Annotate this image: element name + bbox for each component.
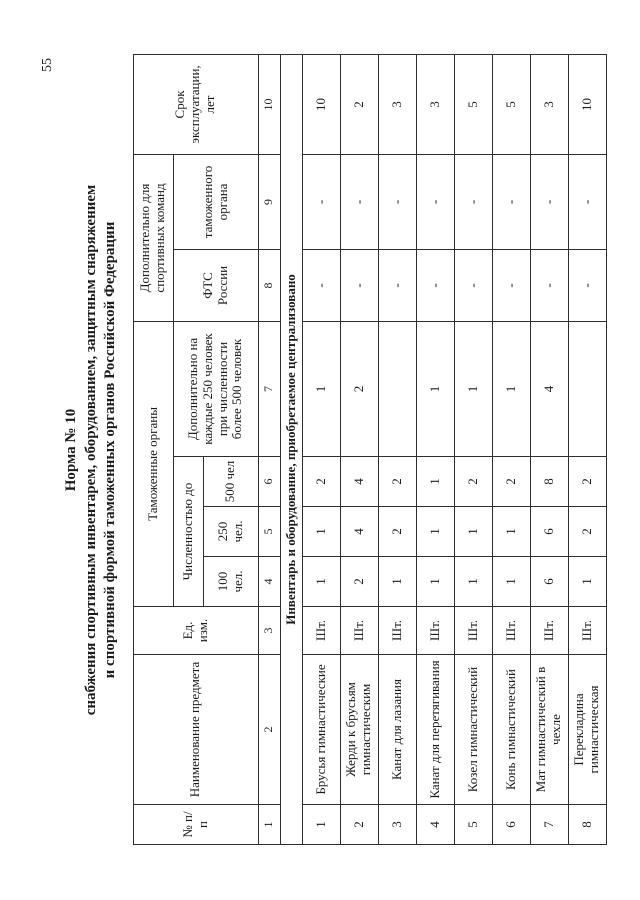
- table-cell: -: [378, 249, 416, 321]
- table-cell: 4: [340, 507, 378, 557]
- table-cell: 7: [530, 805, 568, 845]
- table-cell: 5: [454, 54, 492, 154]
- table-cell: 2: [568, 507, 606, 557]
- column-number-cell: 3: [258, 607, 280, 655]
- section-header-row: [280, 54, 302, 844]
- column-number-cell: 1: [258, 805, 280, 845]
- table-cell: 1: [302, 507, 340, 557]
- item-name-cell: Канат для лазания: [378, 655, 416, 805]
- column-number-cell: 8: [258, 249, 280, 321]
- table-cell: 1: [454, 507, 492, 557]
- table-row: [302, 54, 340, 844]
- header-item-name: Наименование предмета: [133, 655, 258, 805]
- table-cell: 3: [530, 54, 568, 154]
- table-cell: 1: [302, 321, 340, 456]
- table-cell: -: [568, 154, 606, 249]
- table-cell: Шт.: [454, 607, 492, 655]
- table-row: [378, 54, 416, 844]
- table-cell: 1: [416, 557, 454, 607]
- table-cell: 8: [530, 457, 568, 507]
- table-cell: 4: [416, 805, 454, 845]
- table-cell: 1: [492, 507, 530, 557]
- item-name-cell: Козел гимнастический: [454, 655, 492, 805]
- table-cell: 2: [302, 457, 340, 507]
- table-cell: 2: [340, 54, 378, 154]
- table-cell: -: [492, 154, 530, 249]
- table-cell: -: [378, 154, 416, 249]
- document-title-line-3: и спортивной формой таможенных органов Российской Федерации: [102, 221, 118, 679]
- table-cell: 10: [302, 54, 340, 154]
- table-row: [530, 54, 568, 844]
- document-title-line-2: снабжения спортивным инвентарем, оборудованием, защитным снаряжением: [82, 184, 99, 716]
- table-cell: 2: [492, 457, 530, 507]
- document-title: [62, 55, 121, 845]
- column-number-cell: 10: [258, 54, 280, 154]
- table-cell: 2: [378, 457, 416, 507]
- table-cell: 1: [492, 557, 530, 607]
- table-cell: -: [416, 249, 454, 321]
- table-cell: -: [340, 249, 378, 321]
- table-cell: 1: [378, 557, 416, 607]
- header-customs-organs: Таможенные органы: [133, 321, 173, 606]
- column-number-cell: 4: [258, 557, 280, 607]
- header-num: № п/п: [133, 805, 258, 845]
- header-100: 100 чел.: [203, 557, 258, 607]
- table-cell: 6: [530, 557, 568, 607]
- table-row: [568, 54, 606, 844]
- table-row: [492, 54, 530, 844]
- table-cell: 5: [454, 805, 492, 845]
- table-cell: 4: [340, 457, 378, 507]
- table-cell: 1: [454, 557, 492, 607]
- table-cell: 6: [492, 805, 530, 845]
- table-cell: 8: [568, 805, 606, 845]
- header-500: 500 чел: [203, 457, 258, 507]
- table-row: [416, 54, 454, 844]
- item-name-cell: Жерди к брусьям гимнастическим: [340, 655, 378, 805]
- table-cell: 1: [416, 507, 454, 557]
- table-cell: Шт.: [302, 607, 340, 655]
- header-fts-russia: ФТС России: [173, 249, 258, 321]
- column-number-cell: 2: [258, 655, 280, 805]
- item-name-cell: Канат для перетягивания: [416, 655, 454, 805]
- table-cell: 3: [378, 805, 416, 845]
- header-unit: Ед. изм.: [133, 607, 258, 655]
- table-cell: 1: [416, 457, 454, 507]
- table-cell: 1: [302, 557, 340, 607]
- table-cell: Шт.: [568, 607, 606, 655]
- table-cell: 1: [416, 321, 454, 456]
- header-250: 250 чел.: [203, 507, 258, 557]
- table-cell: -: [302, 154, 340, 249]
- table-cell: Шт.: [378, 607, 416, 655]
- table-cell: Шт.: [492, 607, 530, 655]
- table-body: [280, 54, 606, 844]
- table-cell: -: [340, 154, 378, 249]
- table-cell: [568, 321, 606, 456]
- table-cell: 2: [340, 321, 378, 456]
- column-numbers-row: [258, 54, 280, 844]
- table-cell: [378, 321, 416, 456]
- table-cell: 6: [530, 507, 568, 557]
- table-cell: -: [568, 249, 606, 321]
- table-cell: 1: [454, 321, 492, 456]
- table-cell: -: [530, 249, 568, 321]
- table-cell: -: [454, 249, 492, 321]
- page-number: 55: [40, 58, 55, 72]
- table-row: [340, 54, 378, 844]
- header-row-1: [133, 54, 173, 844]
- table-cell: 2: [340, 805, 378, 845]
- column-number-cell: 9: [258, 154, 280, 249]
- table-cell: 4: [530, 321, 568, 456]
- table-cell: Шт.: [340, 607, 378, 655]
- header-strength: Численностью до: [173, 457, 203, 607]
- table-cell: 2: [454, 457, 492, 507]
- table-cell: -: [530, 154, 568, 249]
- table-cell: 5: [492, 54, 530, 154]
- item-name-cell: Мат гимнастический в чехле: [530, 655, 568, 805]
- header-lifetime: Срок эксплуатации, лет: [133, 54, 258, 154]
- column-number-cell: 5: [258, 507, 280, 557]
- table-row: [454, 54, 492, 844]
- table-cell: 1: [492, 321, 530, 456]
- table-cell: 3: [378, 54, 416, 154]
- table-cell: 3: [416, 54, 454, 154]
- table-cell: 2: [340, 557, 378, 607]
- item-name-cell: Перекладина гимнастическая: [568, 655, 606, 805]
- table-cell: -: [302, 249, 340, 321]
- item-name-cell: Конь гимнастический: [492, 655, 530, 805]
- header-customs-organ: таможенного органа: [173, 154, 258, 249]
- table-cell: 10: [568, 54, 606, 154]
- norm-table: [133, 54, 607, 845]
- table-cell: 1: [568, 557, 606, 607]
- column-number-cell: 6: [258, 457, 280, 507]
- table-cell: Шт.: [530, 607, 568, 655]
- table-cell: Шт.: [416, 607, 454, 655]
- table-cell: -: [416, 154, 454, 249]
- document-title-line-1: Норма № 10: [63, 408, 79, 492]
- table-cell: -: [492, 249, 530, 321]
- table-cell: 2: [378, 507, 416, 557]
- item-name-cell: Брусья гимнастические: [302, 655, 340, 805]
- column-number-cell: 7: [258, 321, 280, 456]
- table-cell: -: [454, 154, 492, 249]
- table-cell: 1: [302, 805, 340, 845]
- header-additional-250: Дополнительно на каждые 250 человек при численности более 500 человек: [173, 321, 258, 456]
- section-header: Инвентарь и оборудование, приобретаемое централизовано: [280, 54, 302, 844]
- header-additional-teams: Дополнительно для спортивных команд: [133, 154, 173, 321]
- table-cell: 2: [568, 457, 606, 507]
